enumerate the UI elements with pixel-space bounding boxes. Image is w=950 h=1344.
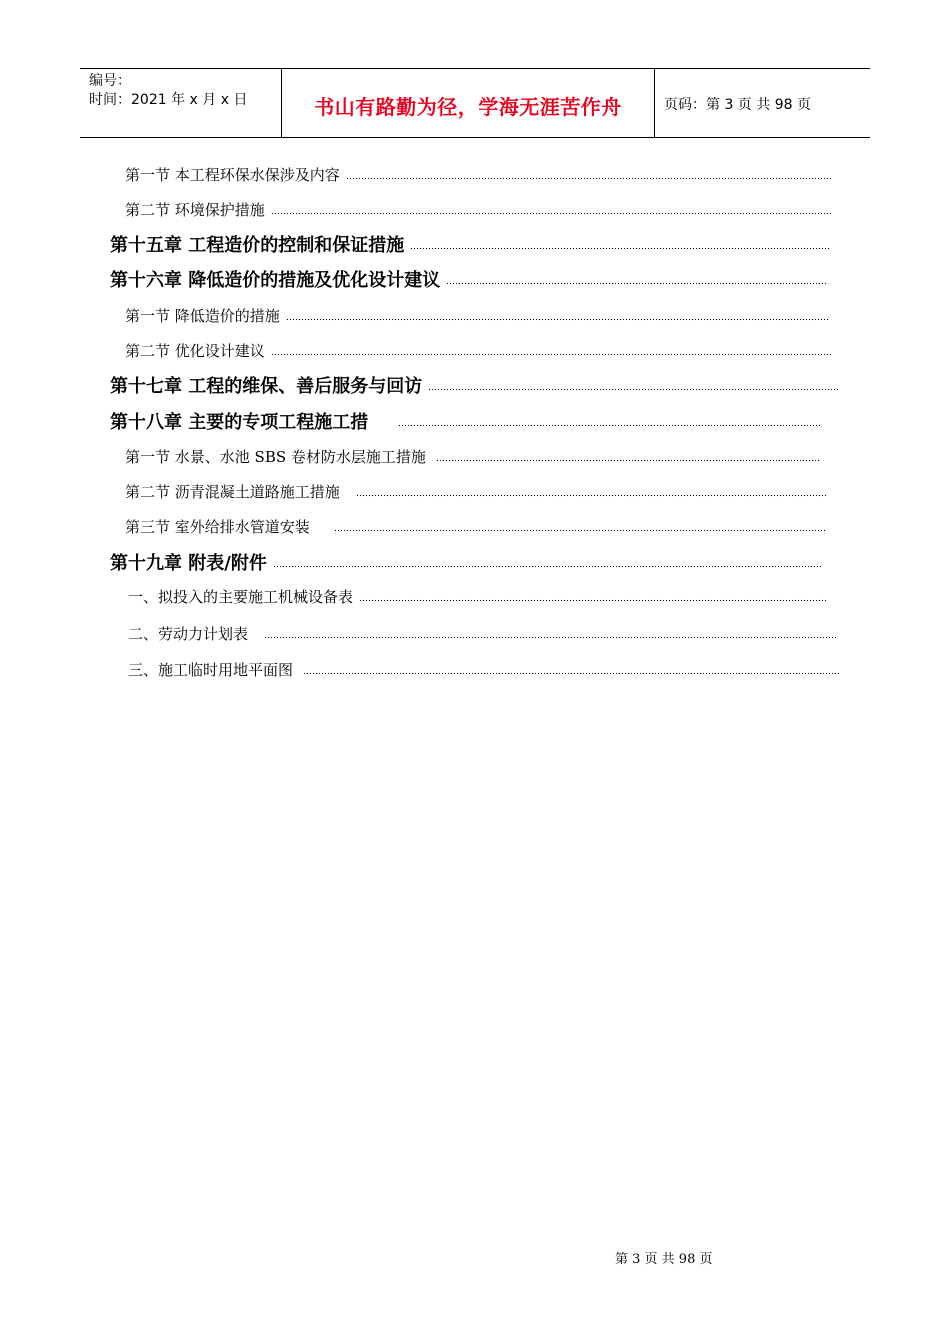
toc-leader-dots	[271, 353, 831, 356]
toc-leader-dots	[273, 565, 822, 568]
toc-leader-dots	[286, 318, 829, 321]
toc-entry-label: 第十六章 降低造价的措施及优化设计建议	[110, 270, 441, 291]
toc-entry-section[interactable]	[125, 199, 831, 220]
toc-leader-dots	[446, 282, 826, 285]
document-date: 时间：2021 年 x 月 x 日	[89, 92, 248, 108]
header-motto-cell	[282, 69, 655, 137]
toc-entry-label: 第一节 本工程环保水保涉及内容	[125, 166, 340, 184]
toc-entry-label: 一、拟投入的主要施工机械设备表	[128, 588, 354, 606]
toc-leader-dots	[271, 212, 831, 215]
motto: 书山有路勤为径，学海无涯苦作舟	[314, 95, 622, 119]
toc-entry-section[interactable]	[125, 305, 829, 326]
toc-entry-label: 第十九章 附表/附件	[110, 553, 267, 574]
toc-entry-label: 第一节 降低造价的措施	[125, 307, 280, 325]
toc-leader-dots	[428, 388, 838, 391]
page-header	[80, 68, 870, 138]
toc-entry-label: 第十五章 工程造价的控制和保证措施	[110, 235, 405, 256]
toc-leader-dots	[264, 636, 836, 639]
toc-entry-section[interactable]	[125, 340, 831, 361]
toc-entry-section[interactable]	[125, 516, 825, 537]
toc-leader-dots	[398, 424, 820, 427]
toc-entry-label: 第十八章 主要的专项工程施工措	[110, 412, 369, 433]
toc-entry-chapter[interactable]	[110, 372, 838, 398]
toc-entry-label: 第三节 室外给排水管道安装	[125, 518, 310, 536]
toc-entry-label: 第十七章 工程的维保、善后服务与回访	[110, 376, 423, 397]
toc-entry-label: 第二节 环境保护措施	[125, 201, 265, 219]
toc-leader-dots	[334, 529, 825, 532]
toc-entry-item[interactable]	[128, 586, 828, 607]
toc-leader-dots	[356, 494, 827, 497]
header-page-info: 页码：第 3 页 共 98 页	[664, 97, 811, 113]
toc-leader-dots	[346, 177, 831, 180]
page-footer: 第 3 页 共 98 页	[615, 1252, 713, 1267]
toc-leader-dots	[359, 599, 828, 602]
toc-entry-section[interactable]	[125, 446, 820, 467]
toc-entry-item[interactable]	[128, 623, 836, 644]
header-meta	[80, 69, 282, 137]
toc-entry-label: 二、劳动力计划表	[128, 625, 249, 643]
toc-entry-item[interactable]	[128, 659, 841, 680]
toc-entry-label: 第一节 水景、水池 SBS 卷材防水层施工措施	[125, 448, 426, 466]
toc-entry-label: 第二节 优化设计建议	[125, 342, 265, 360]
toc-leader-dots	[436, 459, 820, 462]
toc-leader-dots	[303, 672, 841, 675]
document-number-label: 编号：	[89, 73, 131, 89]
toc-entry-chapter[interactable]	[110, 549, 822, 575]
toc-entry-chapter[interactable]	[110, 408, 820, 434]
toc-entry-chapter[interactable]	[110, 266, 826, 292]
toc-leader-dots	[410, 247, 830, 250]
toc-entry-label: 三、施工临时用地平面图	[128, 661, 294, 679]
toc-entry-section[interactable]	[125, 164, 831, 185]
header-page-cell	[655, 69, 870, 137]
toc-entry-chapter[interactable]	[110, 231, 830, 257]
toc-entry-section[interactable]	[125, 481, 827, 502]
toc-entry-label: 第二节 沥青混凝土道路施工措施	[125, 483, 340, 501]
